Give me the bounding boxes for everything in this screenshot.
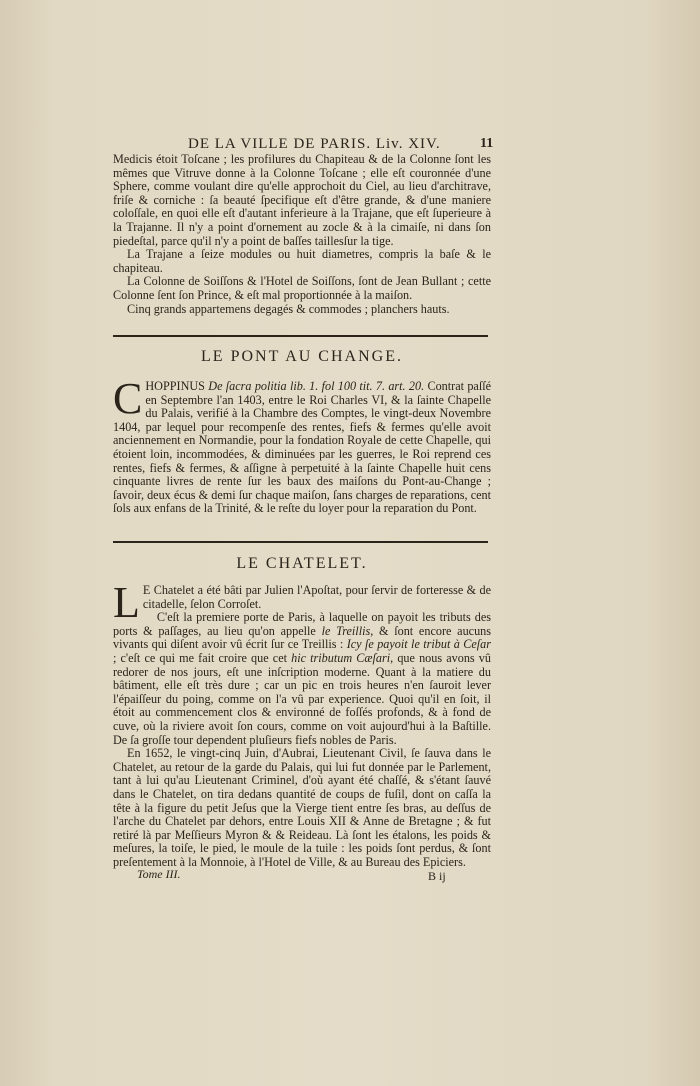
chatelet-paragraph-2: C'eſt la premiere porte de Paris, à laquelle on payoit les tributs des ports & paſſages, au lieu qu'on appelle le Treillis, & ſont encore aucuns vivants qui diſent avoir vû écrit ſur ce Treillis : Icy ſe payoit le tribut à Ceſar ; c'eſt ce qui me fait croire que cet hic tributum Cæſari, que nous avons vû redorer de nos jours, eſt une inſcription moderne. Quant à la matiere du bâtiment, elle eſt très dure ; car un pic en trois heures n'en ſauroit lever l'épaiſſeur du poing, comme on l'a vû par experience. Quoi qu'il en ſoit, il étoit au commencement clos & environné de foſſés profonds, & à fond de cuve, où la riviere avoit ſon cours, comme on voit aujourd'hui à la Baſtille. De ſa groſſe tour dependent pluſieurs fiefs nobles de Paris.: [113, 610, 491, 747]
intro-block: [113, 153, 491, 316]
citation: De ſacra politia lib. 1. fol 100 tit. 7. art. 20.: [208, 379, 425, 393]
drop-cap-l: L: [113, 578, 140, 627]
section-title-chatelet: LE CHATELET.: [236, 555, 368, 572]
section-divider-2: [113, 541, 488, 543]
running-title: DE LA VILLE DE PARIS.: [188, 136, 372, 152]
book-number: Liv. XIV.: [375, 136, 441, 152]
first-word: HOPPINUS: [145, 379, 205, 393]
intro-paragraph-4: Cinq grands appartemens degagés & commodes ; planchers hauts.: [127, 301, 450, 316]
drop-cap-c: C: [113, 374, 143, 423]
section-title-pont-au-change: LE PONT AU CHANGE.: [201, 348, 403, 365]
intro-paragraph-1: Medicis étoit Toſcane ; les profilures du Chapiteau & de la Colonne ſont les mêmes que Vitruve donne à la Colonne Toſcane ; elle eſt couronnée d'une Sphere, comme voulant dire qu'elle approchoit du Ciel, au lieu d'architrave, friſe & corniche : ſa beauté ſpecifique eſt d'être grande, & d'une maniere coloſſale, en quoi elle eſt d'autant inferieure à la Trajane, que eſt ſuperieure à la Trajanne. Il n'y a point d'ornement au zocle & à la cimaiſe, ni dans ſon piedeſtal, parce qu'il n'y a point de baſſes taillesſur la tige.: [113, 152, 491, 248]
chatelet-paragraph-3: En 1652, le vingt-cinq Juin, d'Aubrai, Lieutenant Civil, ſe ſauva dans le Chatelet, au retour de la garde du Palais, qui lui fut donnée par le Parlement, tant à lui qu'au Lieutenant Criminel, d'où ayant été chaſſé, & s'étant ſauvé dans le Chatelet, on tira dedans quantité de coups de fuſil, dont on caſſa la tête à la figure du petit Jeſus que la Vierge tient entre ſes bras, au deſſus de l'arche du Chatelet par dehors, entre Louis XII & Anne de Bretagne ; & fut retiré là par Meſſieurs Myron & & Reideau. Là ſont les étalons, les poids & meſures, la toiſe, le pied, le moule de la tuile : les poids ſont perdus, & ſont preſentement à la Monnoie, à l'Hotel de Ville, & au Bureau des Epiciers.: [113, 746, 491, 869]
section-divider-1: [113, 335, 488, 337]
chatelet-paragraph-1: L E Chatelet a été bâti par Julien l'Apoſtat, pour ſervir de forteresse & de citadelle, ſelon Corroſet.: [113, 578, 491, 627]
pont-au-change-paragraph: [113, 374, 492, 516]
intro-paragraph-3: La Colonne de Soiſſons & l'Hotel de Soiſſons, ſont de Jean Bullant ; cette Colonne ſent ſon Prince, & eſt mal proportionnée à la maiſon.: [113, 274, 491, 302]
section-chatelet: [113, 578, 491, 869]
pont-au-change-body: Contrat paſſé en Septembre l'an 1403, entre le Roi Charles VI, & la ſainte Chapelle du Palais, verifié à la Chambre des Comptes, le vingt-deux Novembre 1404, par lequel pour recompenſe des rentes, fiefs & fermes qu'elle avoit anciennement en Normandie, pour la fondation Royale de cette Chapelle, qui étoient loin, incommodées, & diminuées par les guerres, le Roi reprend ces rentes, fiefs & fermes, & aſſigne à perpetuité à la ſainte Chapelle huit cens cinquante livres de rente ſur les baux des maiſons du Pont-au-Change ; ſavoir, deux écus & demi ſur chaque maiſon, ſans charges de reparations, cent ſols aux enfans de la Trinité, & le reſte du loyer pour la reparation du Pont.: [113, 379, 492, 516]
intro-paragraph-2: La Trajane a ſeize modules ou huit diametres, compris la baſe & le chapiteau.: [113, 247, 491, 275]
section-pont-au-change: [113, 374, 492, 516]
running-head: [188, 136, 496, 153]
footer-signature: B ij: [428, 869, 446, 883]
footer-tome: Tome III.: [137, 867, 181, 881]
page-number: 11: [480, 136, 494, 151]
